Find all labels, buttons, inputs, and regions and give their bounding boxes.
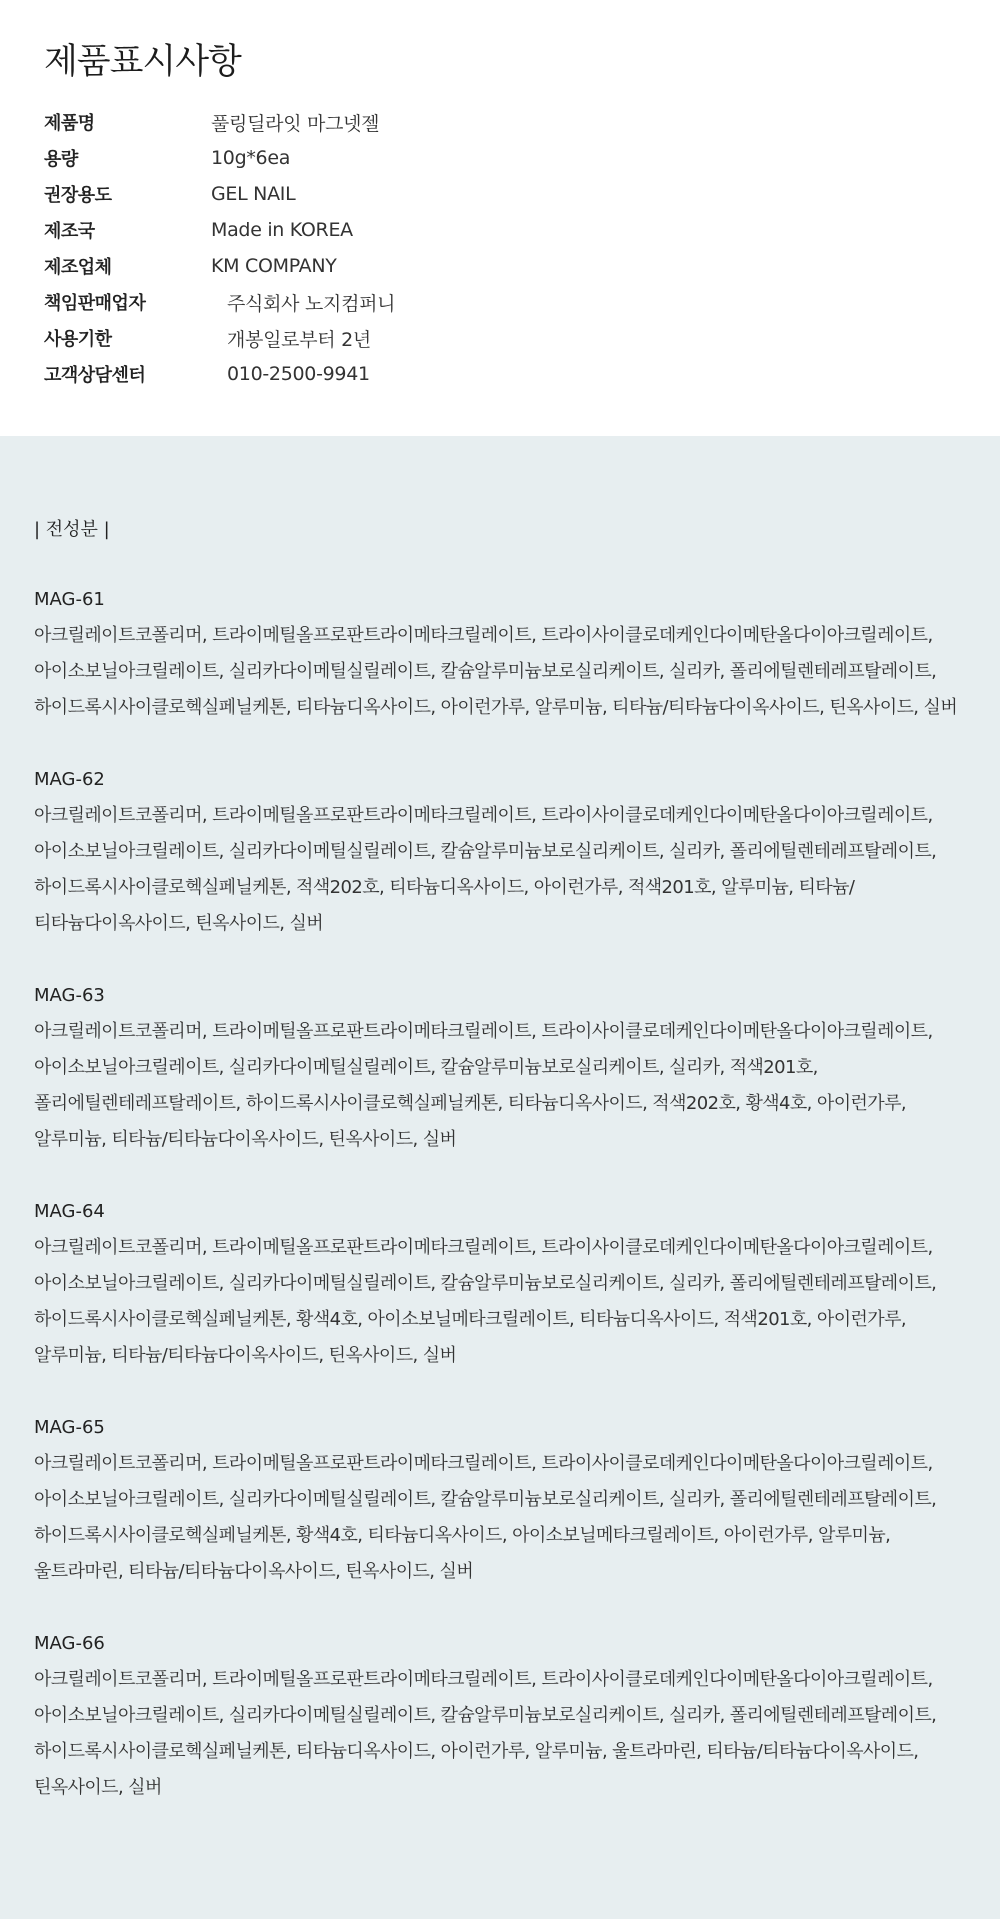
ingredients-heading: | 전성분 |	[34, 519, 110, 540]
info-label: 권장용도	[44, 185, 112, 206]
ingredient-block	[34, 978, 966, 1158]
info-label: 제품명	[44, 113, 95, 134]
ingredient-block	[34, 762, 966, 942]
info-row-seller	[44, 284, 1000, 320]
ingredients-section	[0, 436, 1000, 1919]
info-value: Made in KOREA	[211, 219, 353, 241]
ingredient-text: 아크릴레이트코폴리머, 트라이메틸올프로판트라이메타크릴레이트, 트라이사이클로데케인다이메탄올다이아크릴레이트, 아이소보닐아크릴레이트, 실리카다이메틸실릴레이트, 칼슘알루미늄보로실리케이트, 실리카, 폴리에틸렌테레프탈레이트, 하이드록시사이클로헥실페닐케톤, 적색202호, 티타늄디옥사이드, 아이런가루, 적색201호, 알루미늄, 티타늄/티타늄다이옥사이드, 틴옥사이드, 실버	[34, 805, 937, 934]
ingredient-code: MAG-62	[34, 769, 105, 790]
ingredient-code: MAG-64	[34, 1201, 105, 1222]
ingredient-text: 아크릴레이트코폴리머, 트라이메틸올프로판트라이메타크릴레이트, 트라이사이클로데케인다이메탄올다이아크릴레이트, 아이소보닐아크릴레이트, 실리카다이메틸실릴레이트, 칼슘알루미늄보로실리케이트, 실리카, 적색201호, 폴리에틸렌테레프탈레이트, 하이드록시사이클로헥실페닐케톤, 티타늄디옥사이드, 적색202호, 황색4호, 아이런가루, 알루미늄, 티타늄/티타늄다이옥사이드, 틴옥사이드, 실버	[34, 1021, 933, 1150]
info-row-product-name	[44, 104, 1000, 140]
ingredient-text: 아크릴레이트코폴리머, 트라이메틸올프로판트라이메타크릴레이트, 트라이사이클로데케인다이메탄올다이아크릴레이트, 아이소보닐아크릴레이트, 실리카다이메틸실릴레이트, 칼슘알루미늄보로실리케이트, 실리카, 폴리에틸렌테레프탈레이트, 하이드록시사이클로헥실페닐케톤, 황색4호, 아이소보닐메타크릴레이트, 티타늄디옥사이드, 적색201호, 아이런가루, 알루미늄, 티타늄/티타늄다이옥사이드, 틴옥사이드, 실버	[34, 1237, 937, 1366]
info-value: GEL NAIL	[211, 183, 296, 205]
page-title: 제품표시사항	[44, 42, 241, 82]
info-value: 주식회사 노지컴퍼니	[227, 292, 396, 315]
info-value: KM COMPANY	[211, 255, 337, 277]
info-label: 사용기한	[44, 329, 112, 350]
info-row-expiry	[44, 320, 1000, 356]
ingredient-text: 아크릴레이트코폴리머, 트라이메틸올프로판트라이메타크릴레이트, 트라이사이클로데케인다이메탄올다이아크릴레이트, 아이소보닐아크릴레이트, 실리카다이메틸실릴레이트, 칼슘알루미늄보로실리케이트, 실리카, 폴리에틸렌테레프탈레이트, 하이드록시사이클로헥실페닐케톤, 황색4호, 티타늄디옥사이드, 아이소보닐메타크릴레이트, 아이런가루, 알루미늄, 울트라마린, 티타늄/티타늄다이옥사이드, 틴옥사이드, 실버	[34, 1453, 937, 1582]
info-label: 제조업체	[44, 257, 112, 278]
info-row-country	[44, 212, 1000, 248]
info-value: 10g*6ea	[211, 147, 291, 169]
ingredient-block	[34, 1626, 966, 1806]
ingredient-code: MAG-61	[34, 589, 105, 610]
info-label: 제조국	[44, 221, 95, 242]
ingredient-text: 아크릴레이트코폴리머, 트라이메틸올프로판트라이메타크릴레이트, 트라이사이클로데케인다이메탄올다이아크릴레이트, 아이소보닐아크릴레이트, 실리카다이메틸실릴레이트, 칼슘알루미늄보로실리케이트, 실리카, 폴리에틸렌테레프탈레이트, 하이드록시사이클로헥실페닐케톤, 티타늄디옥사이드, 아이런가루, 알루미늄, 티타늄/티타늄다이옥사이드, 틴옥사이드, 실버	[34, 625, 958, 718]
ingredient-block	[34, 1194, 966, 1374]
ingredient-code: MAG-66	[34, 1633, 105, 1654]
ingredient-block	[34, 1410, 966, 1590]
ingredient-block	[34, 582, 966, 726]
info-row-recommended-use	[44, 176, 1000, 212]
product-label-section	[0, 0, 1000, 436]
info-row-manufacturer	[44, 248, 1000, 284]
info-value: 개봉일로부터 2년	[227, 328, 371, 351]
ingredient-text: 아크릴레이트코폴리머, 트라이메틸올프로판트라이메타크릴레이트, 트라이사이클로데케인다이메탄올다이아크릴레이트, 아이소보닐아크릴레이트, 실리카다이메틸실릴레이트, 칼슘알루미늄보로실리케이트, 실리카, 폴리에틸렌테레프탈레이트, 하이드록시사이클로헥실페닐케톤, 티타늄디옥사이드, 아이런가루, 알루미늄, 울트라마린, 티타늄/티타늄다이옥사이드, 틴옥사이드, 실버	[34, 1669, 937, 1798]
ingredients-list	[34, 582, 966, 1806]
info-row-customer-center	[44, 356, 1000, 392]
info-value: 풀링딜라잇 마그넷젤	[211, 112, 380, 135]
info-label: 고객상담센터	[44, 365, 146, 386]
info-label: 용량	[44, 149, 78, 170]
info-label: 책임판매업자	[44, 293, 146, 314]
info-row-capacity	[44, 140, 1000, 176]
ingredient-code: MAG-63	[34, 985, 105, 1006]
product-info-table	[44, 104, 1000, 392]
info-value: 010-2500-9941	[227, 363, 370, 385]
ingredient-code: MAG-65	[34, 1417, 105, 1438]
